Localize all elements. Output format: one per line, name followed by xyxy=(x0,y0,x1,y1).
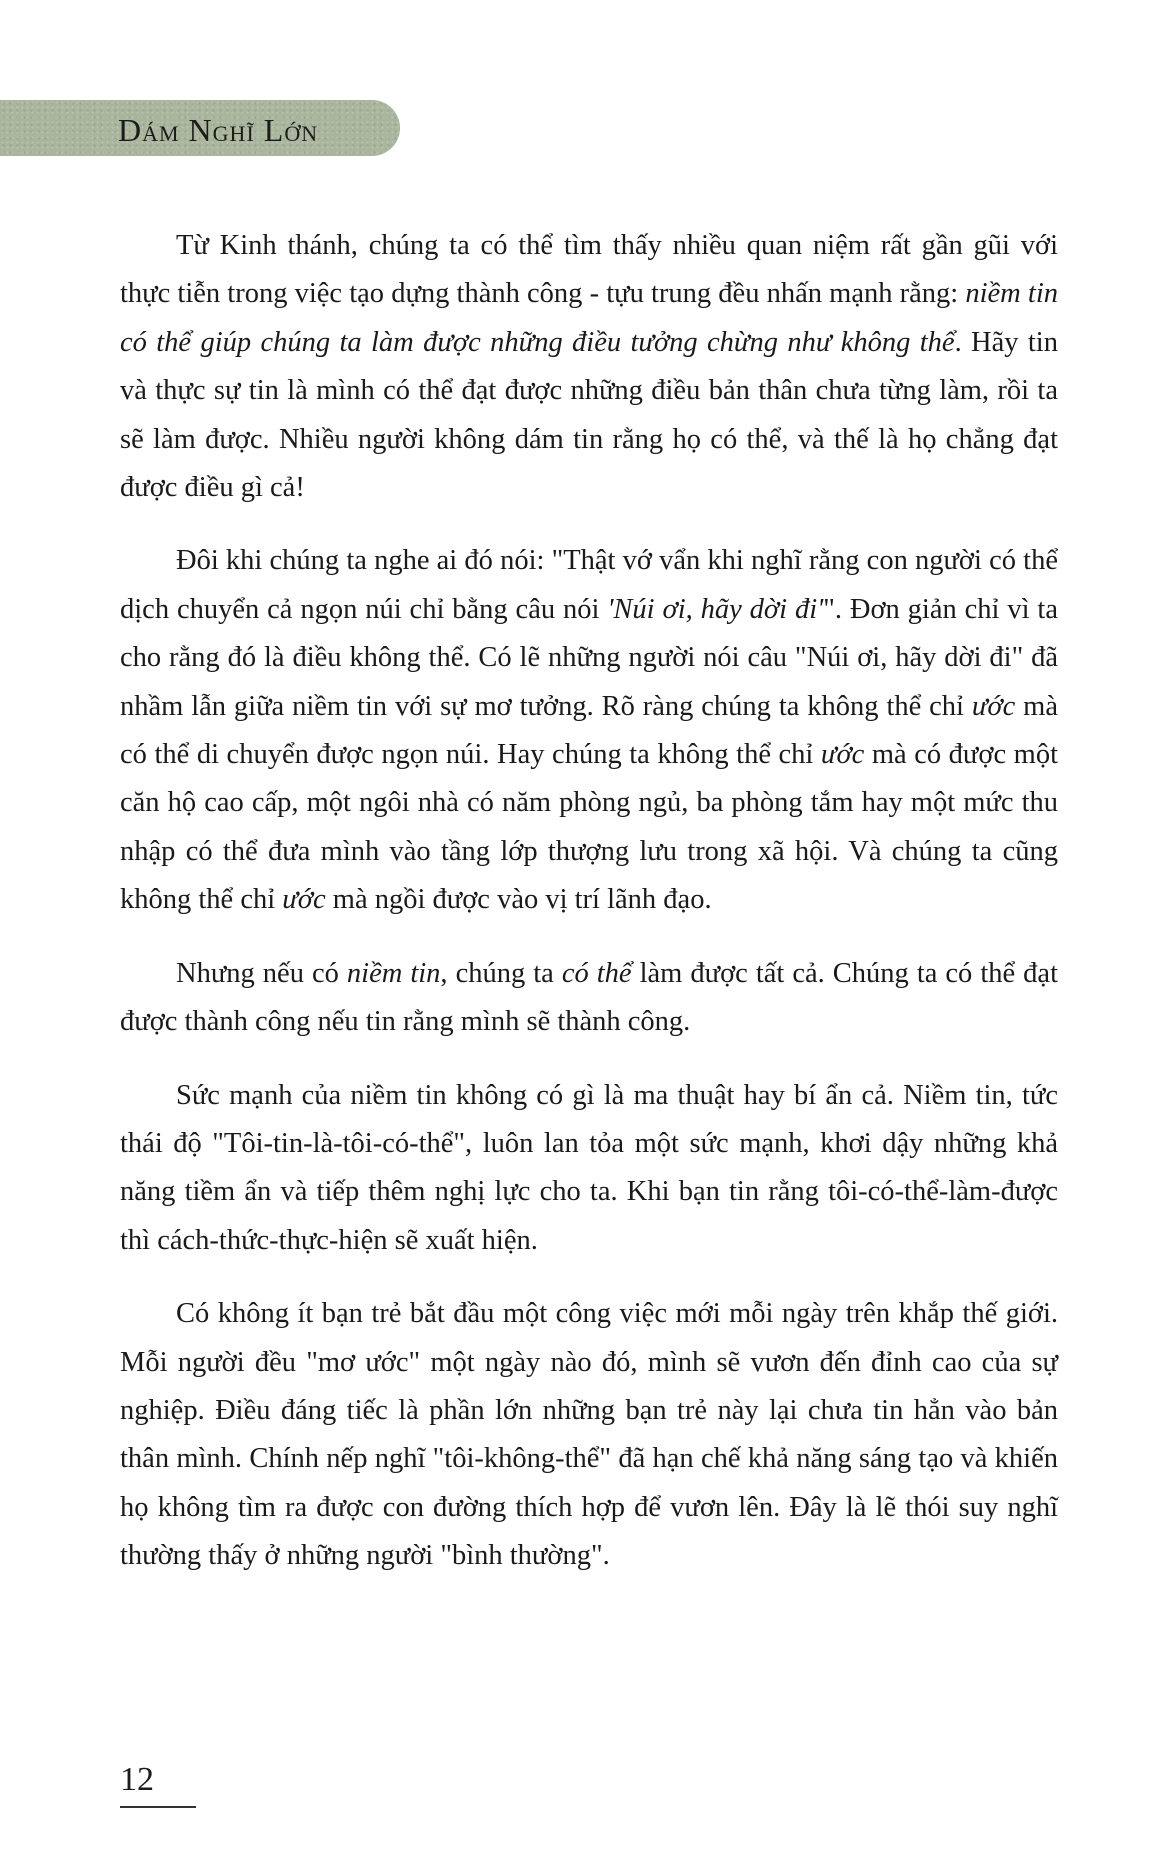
text-segment: . Hãy tin và thực sự tin là mình có thể đạt được những điều bản thân chưa từng làm, rồi ta sẽ làm được. Nhiều người không dám tin rằng họ có thể, và thế là họ chẳng đạt được điều gì cả! xyxy=(120,326,1058,504)
italic-text-segment: ước xyxy=(971,690,1016,722)
paragraph xyxy=(120,222,1058,512)
italic-text-segment: 'Núi ơi, hãy dời đi' xyxy=(607,593,824,625)
paragraph xyxy=(120,537,1058,924)
text-segment: mà ngồi được vào vị trí lãnh đạo. xyxy=(325,884,712,916)
text-segment: mà có thể di chuyển được ngọn núi. Hay chúng ta không thể chỉ xyxy=(120,690,1058,771)
text-segment: Từ Kinh thánh, chúng ta có thể tìm thấy nhiều quan niệm rất gần gũi với thực tiễn trong việc tạo dựng thành công - tựu trung đều nhấn mạnh rằng: xyxy=(120,230,1058,310)
italic-text-segment: ước xyxy=(820,739,865,771)
page-number: 12 xyxy=(120,1761,154,1798)
text-segment: Sức mạnh của niềm tin không có gì là ma thuật hay bí ẩn cả. Niềm tin, tức thái độ "Tôi-tin-là-tôi-có-thể", luôn lan tỏa một sức mạnh, khơi dậy những khả năng tiềm ẩn và tiếp thêm nghị lực cho ta. Khi bạn tin rằng tôi-có-thể-làm-được thì cách-thức-thực-hiện sẽ xuất hiện. xyxy=(120,1079,1058,1256)
text-segment: Có không ít bạn trẻ bắt đầu một công việc mới mỗi ngày trên khắp thế giới. Mỗi người đều "mơ ước" một ngày nào đó, mình sẽ vươn đến đỉnh cao của sự nghiệp. Điều đáng tiếc là phần lớn những bạn trẻ này lại chưa tin hẳn vào bản thân mình. Chính nếp nghĩ "tôi-không-thể" đã hạn chế khả năng sáng tạo và khiến họ không tìm ra được con đường thích hợp để vươn lên. Đây là lẽ thói suy nghĩ thường thấy ở những người "bình thường". xyxy=(120,1298,1058,1572)
page-number-rule xyxy=(120,1806,196,1808)
text-segment: mà có được một căn hộ cao cấp, một ngôi nhà có năm phòng ngủ, ba phòng tắm hay một mức thu nhập có thể đưa mình vào tầng lớp thượng lưu trong xã hội. Và chúng ta cũng không thể chỉ xyxy=(120,739,1058,916)
paragraph xyxy=(120,950,1058,1047)
text-segment: , chúng ta xyxy=(440,957,562,989)
italic-text-segment: niềm tin xyxy=(346,957,441,989)
text-segment: làm được tất cả. Chúng ta có thể đạt được thành công nếu tin rằng mình sẽ thành công. xyxy=(120,957,1058,1038)
running-header-title: Dám Nghĩ Lớn xyxy=(118,112,319,148)
italic-text-segment: niềm tin có thể giúp chúng ta làm được những điều tưởng chừng như không thể xyxy=(120,278,1058,358)
text-segment: Đôi khi chúng ta nghe ai đó nói: "Thật vớ vẩn khi nghĩ rằng con người có thể dịch chuyển cả ngọn núi chỉ bằng câu nói xyxy=(120,545,1058,625)
body-text xyxy=(120,222,1058,1606)
text-segment: ". Đơn giản chỉ vì ta cho rằng đó là điều không thể. Có lẽ những người nói câu "Núi ơi, hãy dời đi" đã nhầm lẫn giữa niềm tin với sự mơ tưởng. Rõ ràng chúng ta không thể chỉ xyxy=(120,593,1058,722)
italic-text-segment: ước xyxy=(282,884,326,916)
paragraph xyxy=(120,1290,1058,1580)
text-segment: Nhưng nếu có xyxy=(176,957,347,989)
italic-text-segment: có thể xyxy=(561,957,632,989)
paragraph xyxy=(120,1072,1058,1266)
